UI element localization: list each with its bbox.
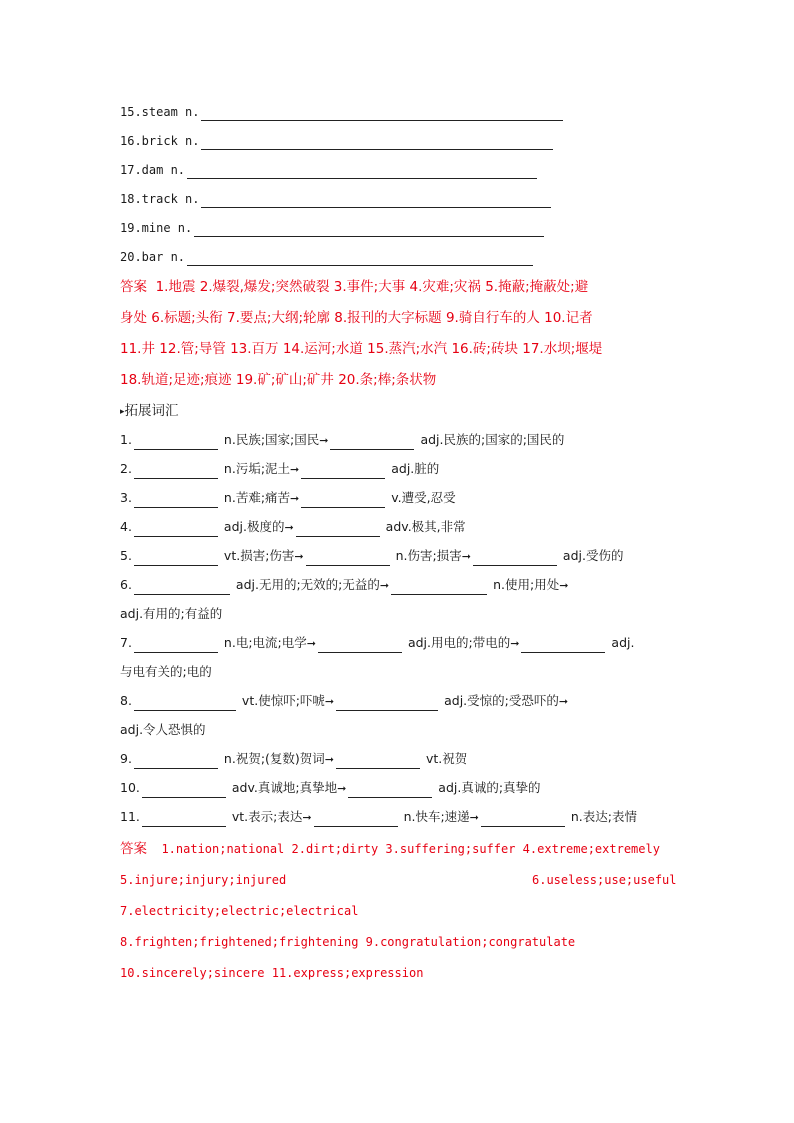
arrow-icon: ➞	[559, 579, 569, 592]
ext-item-1	[120, 431, 564, 450]
answer-blank[interactable]	[336, 754, 420, 769]
ext-item-7	[120, 634, 634, 653]
vocab-label: 17.dam n.	[120, 163, 186, 177]
ext-item-11	[120, 808, 637, 827]
arrow-icon: ➞	[324, 753, 335, 766]
vocab-item-16	[120, 132, 555, 150]
ext-item-8-cont	[120, 721, 206, 739]
answer-block-1-line-1	[120, 277, 588, 297]
arrow-icon: ➞	[319, 434, 329, 447]
answer-block-2-line-1	[120, 840, 660, 858]
arrow-icon: ➞	[461, 550, 471, 563]
item-number: 8.	[120, 693, 132, 708]
vocab-label: 18.track n.	[120, 192, 200, 206]
arrow-icon: ➞	[324, 695, 335, 708]
answer-blank[interactable]	[318, 638, 402, 653]
answer-text: 5.injure;injury;injured	[120, 873, 287, 887]
vocab-item-15	[120, 103, 565, 121]
ext-item-5	[120, 547, 623, 566]
section-heading-text: 拓展词汇	[124, 403, 179, 419]
item-number: 7.	[120, 635, 132, 650]
item-gloss: vt.祝贺	[426, 751, 468, 766]
item-number: 9.	[120, 751, 132, 766]
answer-block-2-line-2	[120, 871, 286, 889]
item-gloss: adj.受伤的	[562, 548, 624, 563]
item-gloss: adj.令人恐惧的	[120, 722, 206, 737]
item-gloss: adv.真诚地;真挚地	[231, 780, 338, 795]
answer-block-1-line-2	[120, 308, 593, 328]
answer-text: 8.frighten;frightened;frightening 9.congratulation;congratulate	[120, 935, 576, 949]
item-gloss: adj.	[611, 635, 635, 650]
item-gloss: n.快车;速递	[403, 809, 470, 824]
item-number: 5.	[120, 548, 132, 563]
ext-item-6	[120, 576, 568, 595]
ext-item-3	[120, 489, 456, 508]
answer-block-1-line-3	[120, 339, 602, 359]
ext-item-10	[120, 779, 541, 798]
answer-label: 答案	[120, 279, 147, 295]
answer-blank[interactable]	[142, 783, 226, 798]
answer-blank[interactable]	[306, 551, 390, 566]
answer-block-1-line-4	[120, 370, 436, 390]
item-gloss: n.苦难;痛苦	[223, 490, 291, 505]
answer-blank[interactable]	[301, 493, 385, 508]
answer-blank[interactable]	[296, 522, 380, 537]
item-gloss: vt.损害;伤害	[223, 548, 295, 563]
item-number: 1.	[120, 432, 132, 447]
answer-blank[interactable]	[521, 638, 605, 653]
item-gloss: vt.表示;表达	[231, 809, 303, 824]
vocab-label: 19.mine n.	[120, 221, 193, 235]
answer-blank[interactable]	[314, 812, 398, 827]
answer-blank[interactable]	[134, 754, 218, 769]
answer-blank[interactable]	[391, 580, 487, 595]
item-gloss: n.污垢;泥土	[223, 461, 291, 476]
answer-blank[interactable]	[134, 435, 218, 450]
answer-blank[interactable]	[473, 551, 557, 566]
answer-text: 6.useless;use;useful	[532, 873, 677, 887]
item-gloss: adv.极其,非常	[385, 519, 466, 534]
item-gloss: adj.脏的	[391, 461, 440, 476]
item-number: 10.	[120, 780, 140, 795]
answer-block-2-line-4	[120, 933, 575, 951]
answer-blank[interactable]	[142, 812, 226, 827]
answer-blank[interactable]	[481, 812, 565, 827]
answer-text: 11.井 12.管;导管 13.百万 14.运河;水道 15.蒸汽;水汽 16.砖;砖块 17.水坝;堰堤	[120, 341, 603, 357]
item-gloss: adj.有用的;有益的	[120, 606, 223, 621]
answer-text: 1.地震 2.爆裂,爆发;突然破裂 3.事件;大事 4.灾难;灾祸 5.掩蔽;掩蔽处;避	[155, 279, 589, 295]
answer-text: 身处 6.标题;头衔 7.要点;大纲;轮廓 8.报刊的大字标题 9.骑自行车的人 10.记者	[120, 310, 593, 326]
answer-blank[interactable]	[187, 164, 537, 179]
item-number: 4.	[120, 519, 132, 534]
answer-blank[interactable]	[134, 464, 218, 479]
vocab-item-19	[120, 219, 546, 237]
item-gloss: vt.使惊吓;吓唬	[241, 693, 325, 708]
answer-blank[interactable]	[134, 551, 218, 566]
item-gloss: adj.真诚的;真挚的	[438, 780, 541, 795]
arrow-icon: ➞	[284, 521, 294, 534]
arrow-icon: ➞	[469, 811, 479, 824]
arrow-icon: ➞	[290, 492, 300, 505]
answer-blank[interactable]	[201, 193, 551, 208]
arrow-icon: ➞	[290, 463, 300, 476]
answer-blank[interactable]	[330, 435, 414, 450]
ext-item-8	[120, 692, 568, 711]
answer-text: 18.轨道;足迹;痕迹 19.矿;矿山;矿井 20.条;棒;条状物	[120, 372, 437, 388]
answer-block-2-line-3	[120, 902, 358, 920]
answer-block-2-line-2b	[532, 871, 677, 889]
ext-item-6-cont	[120, 605, 222, 623]
item-gloss: adj.用电的;带电的	[407, 635, 511, 650]
section-heading	[120, 401, 179, 422]
item-gloss: adj.极度的	[223, 519, 285, 534]
item-gloss: n.祝贺;(复数)贺词	[223, 751, 325, 766]
answer-blank[interactable]	[134, 580, 230, 595]
arrow-icon: ➞	[302, 811, 312, 824]
answer-label: 答案	[120, 841, 147, 857]
answer-block-2-line-5	[120, 964, 423, 982]
answer-text: 10.sincerely;sincere 11.express;expression	[120, 966, 424, 980]
answer-blank[interactable]	[336, 696, 438, 711]
ext-item-9	[120, 750, 467, 769]
answer-text: 7.electricity;electric;electrical	[120, 904, 359, 918]
item-gloss: adj.民族的;国家的;国民的	[420, 432, 565, 447]
vocab-item-18	[120, 190, 553, 208]
vocab-label: 15.steam n.	[120, 105, 200, 119]
arrow-icon: ➞	[510, 637, 520, 650]
item-gloss: adj.无用的;无效的;无益的	[235, 577, 380, 592]
item-number: 2.	[120, 461, 132, 476]
answer-blank[interactable]	[201, 135, 553, 150]
triangle-bullet-icon: ▸	[120, 407, 125, 417]
answer-blank[interactable]	[134, 522, 218, 537]
vocab-item-20	[120, 248, 535, 266]
answer-blank[interactable]	[134, 638, 218, 653]
item-number: 6.	[120, 577, 132, 592]
item-number: 3.	[120, 490, 132, 505]
answer-blank[interactable]	[194, 222, 544, 237]
arrow-icon: ➞	[306, 637, 316, 650]
arrow-icon: ➞	[337, 782, 347, 795]
answer-blank[interactable]	[187, 251, 533, 266]
item-gloss: v.遭受,忍受	[391, 490, 456, 505]
ext-item-7-cont	[120, 663, 212, 681]
answer-blank[interactable]	[201, 106, 563, 121]
vocab-item-17	[120, 161, 539, 179]
ext-item-2	[120, 460, 439, 479]
item-gloss: adj.受惊的;受恐吓的	[444, 693, 559, 708]
answer-blank[interactable]	[134, 493, 218, 508]
arrow-icon: ➞	[558, 695, 569, 708]
ext-item-4	[120, 518, 466, 537]
item-gloss: n.民族;国家;国民	[223, 432, 320, 447]
vocab-label: 20.bar n.	[120, 250, 186, 264]
item-number: 11.	[120, 809, 140, 824]
arrow-icon: ➞	[379, 579, 390, 592]
vocab-label: 16.brick n.	[120, 134, 200, 148]
item-gloss: n.伤害;损害	[395, 548, 462, 563]
item-gloss: 与电有关的;电的	[120, 664, 212, 679]
arrow-icon: ➞	[294, 550, 304, 563]
answer-blank[interactable]	[348, 783, 432, 798]
answer-text: 1.nation;national 2.dirt;dirty 3.suffering;suffer 4.extreme;extremely	[161, 842, 660, 856]
item-gloss: n.使用;用处	[493, 577, 560, 592]
item-gloss: n.电;电流;电学	[223, 635, 307, 650]
item-gloss: n.表达;表情	[570, 809, 637, 824]
answer-blank[interactable]	[134, 696, 236, 711]
answer-blank[interactable]	[301, 464, 385, 479]
